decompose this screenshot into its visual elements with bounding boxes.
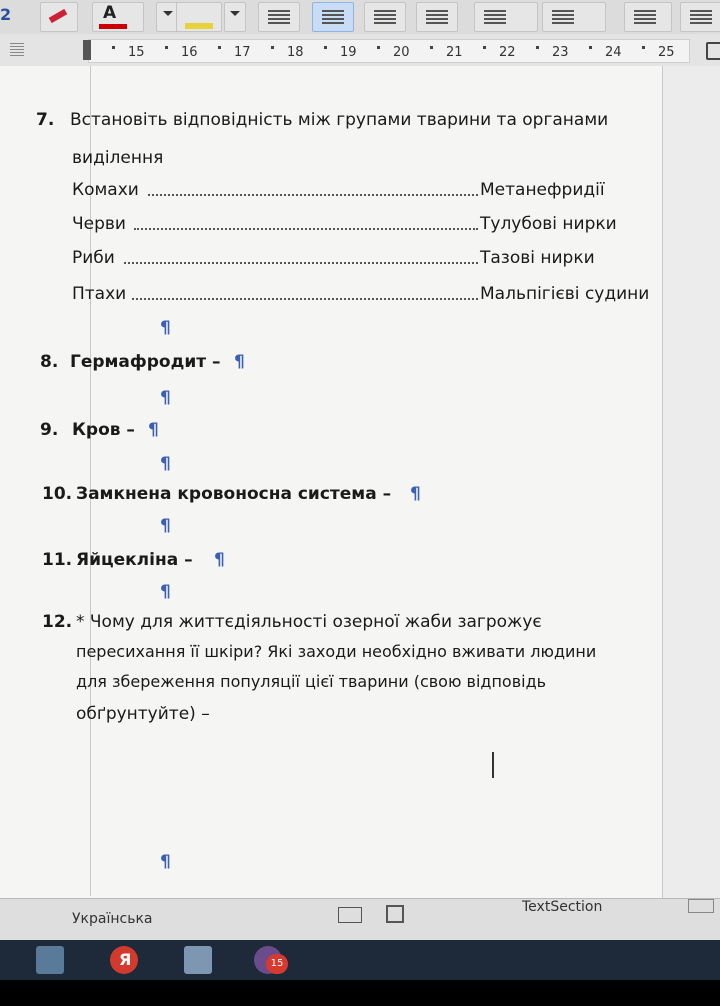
q7-number: 7. [36, 110, 55, 130]
q7-row2-left: Черви [72, 214, 126, 234]
q7-row3-right: Тазові нирки [480, 248, 595, 268]
highlight-button[interactable] [40, 2, 78, 32]
ruler-tick: 15 [128, 45, 145, 60]
ruler-end-icon [706, 42, 720, 60]
align-right-button[interactable] [364, 2, 406, 32]
pilcrow-mark: ¶ [234, 352, 245, 372]
taskbar [0, 940, 720, 980]
q7-row2-right: Тулубові нирки [480, 214, 617, 234]
status-bar [0, 898, 720, 941]
pen-icon [49, 9, 68, 23]
q12-line3: для збереження популяції цієї тварини (свою відповідь [76, 672, 547, 691]
numbering-button[interactable] [542, 2, 606, 32]
q9-number: 9. [40, 420, 59, 440]
writer-app-icon[interactable] [184, 946, 212, 974]
q7-row4-right: Мальпігієві судини [480, 284, 650, 304]
toolbar-number: 2 [0, 5, 12, 24]
ruler-dot [589, 46, 592, 49]
q7-row1-right: Метанефридії [480, 180, 605, 200]
q12-line1: * Чому для життєдіяльності озерної жаби загрожує [76, 612, 542, 632]
ruler-tick: 18 [287, 45, 304, 60]
q12-line2: пересихання її шкіри? Які заходи необхідно вживати людини [76, 642, 597, 661]
indent-marker[interactable] [83, 40, 91, 60]
outdent-icon [690, 10, 712, 24]
q7-row3-left: Риби [72, 248, 115, 268]
ruler-tick: 24 [605, 45, 622, 60]
messenger-app-icon[interactable] [254, 946, 282, 974]
q11-text: Яйцекліна – [76, 550, 193, 570]
pilcrow-mark: ¶ [160, 582, 171, 602]
ruler-dot [642, 46, 645, 49]
section-indicator[interactable]: TextSection [522, 899, 603, 915]
highlight-color-button[interactable] [176, 2, 222, 32]
ruler-dot [165, 46, 168, 49]
pilcrow-mark: ¶ [160, 454, 171, 474]
q8-text: Гермафродит – [70, 352, 221, 372]
i-beam-cursor-icon [492, 752, 494, 778]
align-center-icon [322, 10, 344, 24]
q12-line4: обґрунтуйте) – [76, 704, 210, 724]
dot-leader [132, 296, 478, 300]
pilcrow-mark: ¶ [214, 550, 225, 570]
pilcrow-mark: ¶ [148, 420, 159, 440]
align-left-icon [268, 10, 290, 24]
pilcrow-mark: ¶ [410, 484, 421, 504]
ruler-grip-icon [10, 43, 24, 57]
q10-number: 10. [42, 484, 73, 504]
pilcrow-mark: ¶ [160, 516, 171, 536]
ruler-dot [483, 46, 486, 49]
ruler-tick: 25 [658, 45, 675, 60]
screen-bezel [0, 980, 720, 1006]
justify-icon [426, 10, 448, 24]
q8-number: 8. [40, 352, 59, 372]
font-color-bar [99, 24, 127, 29]
ruler-track [88, 39, 690, 63]
dot-leader [148, 192, 478, 196]
q7-line1: Встановіть відповідність між групами тварини та органами [70, 110, 609, 130]
bullet-list-icon [484, 10, 506, 24]
ruler-dot [377, 46, 380, 49]
yandex-browser-icon[interactable]: Я [110, 946, 138, 974]
pilcrow-mark: ¶ [160, 388, 171, 408]
pilcrow-mark: ¶ [160, 318, 171, 338]
dot-leader [134, 226, 478, 230]
formatting-toolbar [0, 0, 720, 35]
ruler-dot [218, 46, 221, 49]
ruler-tick: 19 [340, 45, 357, 60]
align-center-button[interactable] [312, 2, 354, 32]
chevron-down-icon [230, 11, 240, 21]
insert-mode-icon[interactable] [338, 907, 362, 923]
view-layout-icon[interactable] [688, 899, 714, 913]
q7-line2: виділення [72, 148, 164, 168]
ruler-tick: 22 [499, 45, 516, 60]
files-app-icon[interactable] [36, 946, 64, 974]
q7-row1-left: Комахи [72, 180, 139, 200]
notification-badge: 15 [266, 954, 288, 974]
highlight-color-dropdown[interactable] [224, 2, 246, 32]
ruler-dot [430, 46, 433, 49]
indent-icon [634, 10, 656, 24]
q12-number: 12. [42, 612, 73, 632]
language-indicator[interactable]: Українська [72, 911, 153, 927]
q7-row4-left: Птахи [72, 284, 127, 304]
increase-indent-button[interactable] [680, 2, 720, 32]
ruler-dot [324, 46, 327, 49]
save-status-icon[interactable] [386, 905, 404, 923]
ruler-tick: 20 [393, 45, 410, 60]
align-right-icon [374, 10, 396, 24]
highlighter-icon [185, 23, 213, 29]
decrease-indent-button[interactable] [624, 2, 672, 32]
align-left-button[interactable] [258, 2, 300, 32]
ruler-dot [271, 46, 274, 49]
chevron-down-icon [163, 11, 173, 21]
ruler-tick: 16 [181, 45, 198, 60]
bullets-button[interactable] [474, 2, 538, 32]
ruler-tick: 17 [234, 45, 251, 60]
q11-number: 11. [42, 550, 73, 570]
ruler-tick: 23 [552, 45, 569, 60]
horizontal-ruler[interactable] [0, 34, 720, 67]
dot-leader [124, 260, 478, 264]
numbered-list-icon [552, 10, 574, 24]
page-margin-area [662, 66, 720, 898]
pilcrow-mark: ¶ [160, 852, 171, 872]
justify-button[interactable] [416, 2, 458, 32]
font-color-button[interactable] [92, 2, 144, 32]
ruler-tick: 21 [446, 45, 463, 60]
ruler-dot [112, 46, 115, 49]
font-color-icon: A [103, 3, 117, 23]
q10-text: Замкнена кровоносна система – [76, 484, 392, 504]
q9-text: Кров – [72, 420, 135, 440]
ruler-dot [536, 46, 539, 49]
